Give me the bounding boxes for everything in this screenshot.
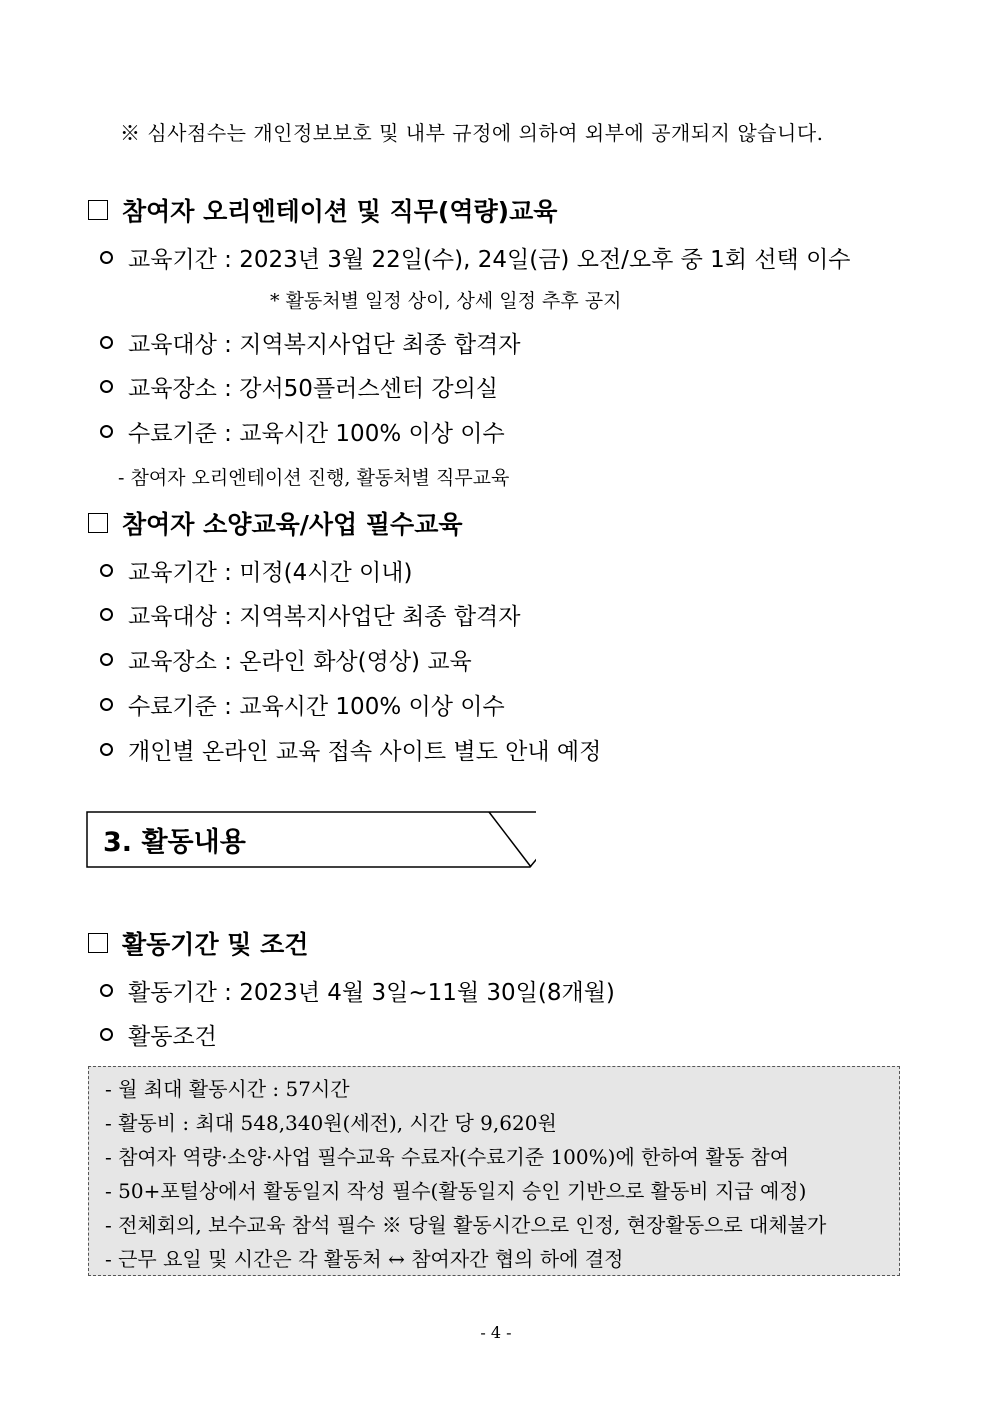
circle-bullet-icon [100, 336, 113, 349]
item-text: 개인별 온라인 교육 접속 사이트 별도 안내 예정 [128, 739, 602, 765]
checkbox-square-icon [88, 513, 108, 533]
list-item [100, 370, 498, 403]
list-item [100, 974, 615, 1007]
list-item [100, 643, 472, 676]
page-number: - 4 - [480, 1323, 512, 1342]
item-text: 활동기간 : 2023년 4월 3일~11월 30일(8개월) [128, 980, 615, 1006]
circle-bullet-icon [100, 743, 113, 756]
list-item [100, 241, 851, 274]
circle-bullet-icon [100, 608, 113, 621]
section-title: 활동기간 및 조건 [122, 930, 309, 959]
list-item [100, 554, 412, 587]
condition-line: - 월 최대 활동시간 : 57시간 [105, 1077, 350, 1101]
item-text: 교육장소 : 강서50플러스센터 강의실 [128, 376, 499, 402]
circle-bullet-icon [100, 425, 113, 438]
item-text: 교육기간 : 2023년 3월 22일(수), 24일(금) 오전/오후 중 1회 선택 이수 [128, 247, 851, 273]
item-text: 교육대상 : 지역복지사업단 최종 합격자 [128, 604, 521, 630]
circle-bullet-icon [100, 380, 113, 393]
condition-line: - 활동비 : 최대 548,340원(세전), 시간 당 9,620원 [105, 1111, 557, 1135]
item-text: 수료기준 : 교육시간 100% 이상 이수 [128, 421, 505, 447]
circle-bullet-icon [100, 1028, 113, 1041]
circle-bullet-icon [100, 984, 113, 997]
item-text: 활동조건 [128, 1024, 217, 1050]
item-text: 교육대상 : 지역복지사업단 최종 합격자 [128, 332, 521, 358]
conditions-box [88, 1066, 900, 1276]
schedule-note: * 활동처별 일정 상이, 상세 일정 추후 공지 [270, 290, 622, 312]
item-text: 수료기준 : 교육시간 100% 이상 이수 [128, 694, 505, 720]
condition-line: - 50+포털상에서 활동일지 작성 필수(활동일지 승인 기반으로 활동비 지급 예정) [105, 1179, 807, 1203]
list-item [100, 598, 520, 631]
circle-bullet-icon [100, 653, 113, 666]
list-item [100, 688, 505, 721]
circle-bullet-icon [100, 698, 113, 711]
circle-bullet-icon [100, 251, 113, 264]
checkbox-square-icon [88, 933, 108, 953]
list-item [100, 733, 601, 766]
condition-line: - 참여자 역량·소양·사업 필수교육 수료자(수료기준 100%)에 한하여 활동 참여 [105, 1145, 790, 1169]
list-item [100, 326, 520, 359]
list-item [100, 415, 505, 448]
checkbox-square-icon [88, 200, 108, 220]
chapter-title: 3. 활동내용 [103, 827, 246, 858]
section-title: 참여자 오리엔테이션 및 직무(역량)교육 [122, 197, 558, 226]
section-title: 참여자 소양교육/사업 필수교육 [122, 510, 463, 539]
condition-line: - 근무 요일 및 시간은 각 활동처 ↔ 참여자간 협의 하에 결정 [105, 1247, 624, 1271]
item-text: 교육기간 : 미정(4시간 이내) [128, 560, 413, 586]
circle-bullet-icon [100, 564, 113, 577]
item-text: 교육장소 : 온라인 화상(영상) 교육 [128, 649, 472, 675]
privacy-note: ※ 심사점수는 개인정보보호 및 내부 규정에 의하여 외부에 공개되지 않습니다. [120, 121, 824, 145]
section-orientation-heading [88, 192, 557, 228]
dash-note: - 참여자 오리엔테이션 진행, 활동처별 직무교육 [118, 467, 510, 489]
condition-line: - 전체회의, 보수교육 참석 필수 ※ 당월 활동시간으로 인정, 현장활동으로 대체불가 [105, 1213, 827, 1237]
section-activity-heading [88, 925, 308, 961]
list-item [100, 1018, 217, 1051]
section-training-heading [88, 505, 463, 541]
